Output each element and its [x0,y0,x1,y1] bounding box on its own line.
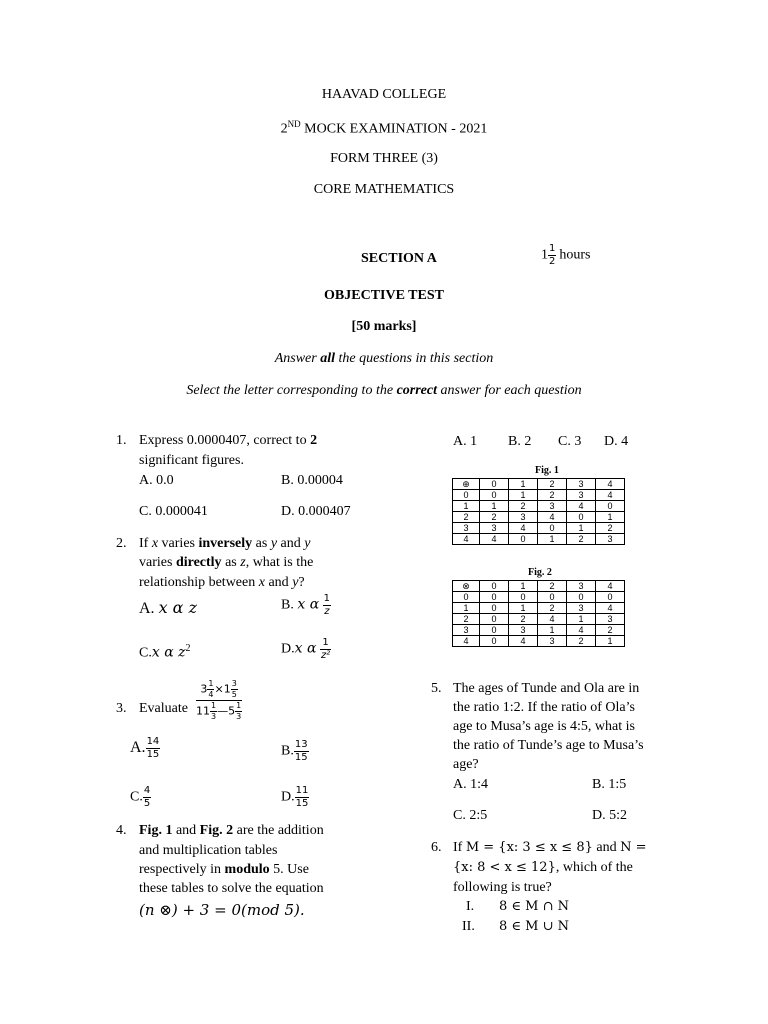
q6-number: 6. [431,840,442,855]
q2-a-math: x α z [158,598,197,617]
q5-line3: age to Musa’s age is 4:5, what is [453,719,635,734]
fig1-cell: 4 [509,523,538,534]
q3-c-d: 5 [143,798,151,809]
q2-line3 [139,575,305,591]
q2-l3-c: ? [298,575,305,590]
q2-c-math: x α z [151,644,186,661]
q2-l2-a: varies [139,555,176,570]
fig2-cell: 0 [480,581,509,592]
exam-prefix: 2 [280,121,288,137]
q2-d-math: x α [294,640,317,657]
fig1-cell: 2 [480,512,509,523]
q1-option-d[interactable]: D. 0.000407 [281,504,351,519]
fig1-cell: 1 [596,512,625,523]
fig1-cell: 4 [538,512,567,523]
q5-line1: The ages of Tunde and Ola are in [453,681,640,696]
q6-l1-a: If [453,840,466,855]
q4-number: 4. [116,823,127,838]
fig1-cell: 3 [567,479,596,490]
q6-l2-b: , which of the [555,860,633,875]
duration [541,244,591,267]
q3-top-op: × [214,682,224,696]
q4-l3-a: respectively in [139,862,225,877]
q2-l3-a: relationship between [139,575,259,590]
fig1-cell: 1 [480,501,509,512]
fig2-cell: 2 [538,581,567,592]
instr1-b: all [320,351,335,366]
fig1-cell: 4 [596,490,625,501]
duration-unit: hours [559,247,591,263]
q2-line2 [139,555,313,571]
fig2-cell: 0 [509,592,538,603]
fig2-cell: 4 [596,581,625,592]
q4-l3-c: 5. Use [269,862,309,877]
fig1-cell: 0 [596,501,625,512]
fig1-cell: 2 [596,523,625,534]
q3-option-d[interactable] [281,786,309,809]
exam-sup: ND [287,119,301,129]
q4-line2: and multiplication tables [139,843,278,858]
fig1-cell: 3 [480,523,509,534]
fig1-cell: 0 [453,490,480,501]
q3-bot-b-n: 1 [236,701,242,710]
q3-option-a[interactable] [130,737,160,760]
instr2-c: answer for each question [437,383,582,398]
q2-l2-d: , what is the [245,555,314,570]
fig1-cell: 3 [453,523,480,534]
q5-option-c[interactable]: C. 2:5 [453,808,488,823]
q3-b-label: B. [281,743,294,759]
q6-stmt-ii-label: II. [462,919,475,934]
fig2-cell: 4 [596,603,625,614]
instr2-a: Select the letter corresponding to the [186,383,397,398]
q6-l1-b: and [592,840,621,855]
q2-c-label: C. [139,645,152,661]
q2-l3-y: y [292,575,299,590]
fig1-cell: 1 [509,479,538,490]
q5-line5: age? [453,757,479,772]
q3-bot-a: 11 [196,704,210,718]
fig1-cell: 2 [509,501,538,512]
instruction-2 [0,383,768,399]
fig2-cell: 4 [509,636,538,647]
q1-option-b[interactable]: B. 0.00004 [281,473,343,488]
q4-line1 [139,823,324,839]
fig2-table [452,580,625,647]
fig2-row [453,625,625,636]
q3-denominator [196,701,242,721]
fig1-row [453,501,625,512]
q2-l2-c: as [221,555,241,570]
q2-l1-d: as [252,536,271,551]
q3-b-n: 13 [294,739,308,750]
instr1-c: the questions in this section [335,351,494,366]
q3-option-b[interactable] [281,740,309,763]
q6-l1-n: N = [620,840,647,855]
q3-bot-a-d: 3 [211,712,217,721]
q3-b-d: 15 [294,752,308,763]
instr2-b: correct [396,383,437,398]
q3-d-label: D. [281,789,295,805]
q4-line3 [139,862,309,878]
fig2-label: Fig. 2 [528,567,552,578]
duration-whole: 1 [541,247,548,263]
q4-l1-a: Fig. 1 [139,823,173,838]
fig1-cell: 4 [453,534,480,545]
form-title: FORM THREE (3) [330,151,438,166]
fig2-cell: 2 [567,636,596,647]
q6-stmt-i-label: I. [466,899,475,914]
fig2-cell: 0 [596,592,625,603]
fig2-cell: 0 [480,636,509,647]
q2-b-label: B. [281,597,294,613]
q5-option-d[interactable]: D. 5:2 [592,808,627,823]
q3-top-a: 3 [200,682,208,696]
fig1-cell: 0 [480,490,509,501]
q2-a-label: A. [139,600,155,617]
q3-bot-b-d: 3 [236,712,242,721]
fig2-cell: 4 [453,636,480,647]
q5-option-a[interactable]: A. 1:4 [453,777,488,792]
q2-l1-x: x [151,536,159,551]
q3-top-b-n: 3 [231,679,237,688]
q1-text-a: Express 0.0000407, correct to [139,433,311,448]
q4-l1-c: Fig. 2 [199,823,234,838]
fig1-cell: 2 [538,490,567,501]
q2-option-b[interactable] [281,594,331,617]
q2-option-c[interactable] [139,643,190,662]
fig2-cell: 0 [453,592,480,603]
q3-expression [196,680,242,721]
q6-stmt-ii: 8 ∈ M ∪ N [499,919,570,934]
q2-d-den: z² [320,650,331,661]
fig2-cell: 3 [453,625,480,636]
q3-bot-a-n: 1 [211,701,217,710]
q2-l1-e: and [277,536,305,551]
q2-b-den: z [324,606,330,617]
q3-top-b: 1 [223,682,231,696]
fig1-cell: 2 [453,512,480,523]
q2-option-a[interactable] [139,598,197,618]
fig1-cell: 3 [538,501,567,512]
fig2-cell: 4 [567,625,596,636]
q6-line3: following is true? [453,880,552,895]
fig2-cell: 3 [567,603,596,614]
q2-l3-x: x [258,575,265,590]
q5-number: 5. [431,681,442,696]
fig2-row [453,603,625,614]
q3-top-b-d: 5 [231,690,237,699]
marks: [50 marks] [351,319,417,334]
instr1-a: Answer [274,351,321,366]
fig1-cell: 1 [453,501,480,512]
fig2-header-row [453,581,625,592]
fig1-cell: 0 [509,534,538,545]
q4-line4: these tables to solve the equation [139,881,324,896]
fig1-row [453,523,625,534]
school-name: HAAVAD COLLEGE [321,87,447,102]
fig1-cell: 1 [538,534,567,545]
fig2-cell: 1 [509,603,538,614]
subject-title: CORE MATHEMATICS [313,182,455,197]
fig1-cell: 3 [509,512,538,523]
q2-l3-b: and [264,575,293,590]
fig1-header-row [453,479,625,490]
fig2-cell: 1 [453,603,480,614]
q2-l2-z: z [240,555,246,570]
fig2-cell: 2 [538,603,567,614]
q1-number: 1. [116,433,127,448]
fig2-cell: 3 [567,581,596,592]
q1-text-line2: significant figures. [139,453,244,468]
q3-label: Evaluate [139,701,188,716]
fig2-cell: 1 [567,614,596,625]
fig1-cell: 1 [567,523,596,534]
fig2-cell: 2 [509,614,538,625]
fig1-cell: ⊕ [453,479,480,490]
q3-top-a-n: 1 [208,679,214,688]
q5-line4: the ratio of Tunde’s age to Musa’s [453,738,644,753]
fig1-cell: 2 [567,534,596,545]
fig2-cell: 1 [596,636,625,647]
test-type: OBJECTIVE TEST [324,288,444,303]
q2-line1 [139,536,310,552]
q2-d-num: 1 [320,638,331,650]
fig2-cell: 2 [453,614,480,625]
q3-a-label: A. [130,739,146,757]
fig2-cell: 0 [480,592,509,603]
fig2-row [453,636,625,647]
fig2-cell: 0 [480,603,509,614]
q2-l1-y2: y [304,536,311,551]
q2-b-num: 1 [323,593,331,604]
q5-option-b[interactable]: B. 1:5 [592,777,627,792]
q3-top-a-d: 4 [208,690,214,699]
q3-c-n: 4 [143,785,151,796]
instruction-1 [0,351,768,367]
q2-c-sup: 2 [185,643,191,654]
q3-c-label: C. [130,789,143,805]
fig2-cell: ⊗ [453,581,480,592]
q2-number: 2. [116,536,127,551]
fig2-cell: 2 [596,625,625,636]
q2-l1-y: y [270,536,278,551]
fig1-cell: 4 [596,479,625,490]
q3-option-c[interactable] [130,786,151,809]
duration-den: 2 [549,256,556,267]
fig1-cell: 0 [567,512,596,523]
fig2-cell: 3 [538,636,567,647]
fig1-row [453,512,625,523]
fig1-cell: 4 [480,534,509,545]
q2-l1-b: varies [158,536,199,551]
duration-num: 1 [549,243,556,254]
q2-option-d[interactable] [281,638,331,661]
fig1-cell: 0 [538,523,567,534]
fig2-cell: 4 [538,614,567,625]
q5-line2: the ratio 1:2. If the ratio of Ola’s [453,700,635,715]
q2-d-label: D. [281,641,295,657]
fig2-cell: 0 [567,592,596,603]
fig1-table [452,478,625,545]
fig2-cell: 0 [480,614,509,625]
fig2-cell: 3 [596,614,625,625]
fig2-cell: 0 [538,592,567,603]
fig2-cell: 3 [509,625,538,636]
fig1-cell: 2 [538,479,567,490]
q3-a-n: 14 [146,736,160,747]
q3-d-n: 11 [295,785,309,796]
q4-l1-d: are the addition [233,823,324,838]
fig1-cell: 3 [596,534,625,545]
q6-l1-m: M = {x: 3 ≤ x ≤ 8} [465,840,593,855]
q4-l3-b: modulo [224,862,270,877]
fig2-cell: 1 [538,625,567,636]
exam-title [0,119,768,138]
q3-bot-op: — [217,704,229,718]
fig1-label: Fig. 1 [535,465,559,476]
q4-option-a[interactable]: A. 1 [453,434,478,449]
fig1-row [453,490,625,501]
q4-equation: (n ⊗) + 3 = 0(mod 5). [139,901,305,919]
q4-option-c[interactable]: C. 3 [558,434,582,449]
q6-stmt-i: 8 ∈ M ∩ N [499,899,570,914]
q2-b-math: x α [297,596,320,613]
fig2-cell: 1 [509,581,538,592]
q1-text-b: 2 [310,433,318,448]
fig2-cell: 0 [480,625,509,636]
q6-line2 [453,860,633,876]
q3-number: 3. [116,701,127,716]
q3-d-d: 15 [295,798,309,809]
q4-l1-b: and [172,823,200,838]
section-title: SECTION A [361,251,437,266]
q1-option-a[interactable]: A. 0.0 [139,473,174,488]
q6-line1 [453,840,647,856]
q2-l1-c: inversely [198,536,253,551]
q3-numerator [196,680,242,701]
q1-option-c[interactable]: C. 0.000041 [139,504,208,519]
q1-text-line1 [139,433,317,449]
exam-rest: MOCK EXAMINATION - 2021 [300,121,488,137]
fig1-row [453,534,625,545]
fig1-cell: 3 [567,490,596,501]
fig2-row [453,592,625,603]
q3-a-d: 15 [146,749,160,760]
fig2-row [453,614,625,625]
q4-option-d[interactable]: D. 4 [604,434,629,449]
q6-l2-m: {x: 8 < x ≤ 12} [453,860,556,875]
q2-l2-b: directly [175,555,222,570]
fig1-cell: 0 [480,479,509,490]
q2-l1-a: If [139,536,152,551]
q3-bot-b: 5 [228,704,236,718]
fig1-cell: 4 [567,501,596,512]
q4-option-b[interactable]: B. 2 [508,434,532,449]
fig1-cell: 1 [509,490,538,501]
